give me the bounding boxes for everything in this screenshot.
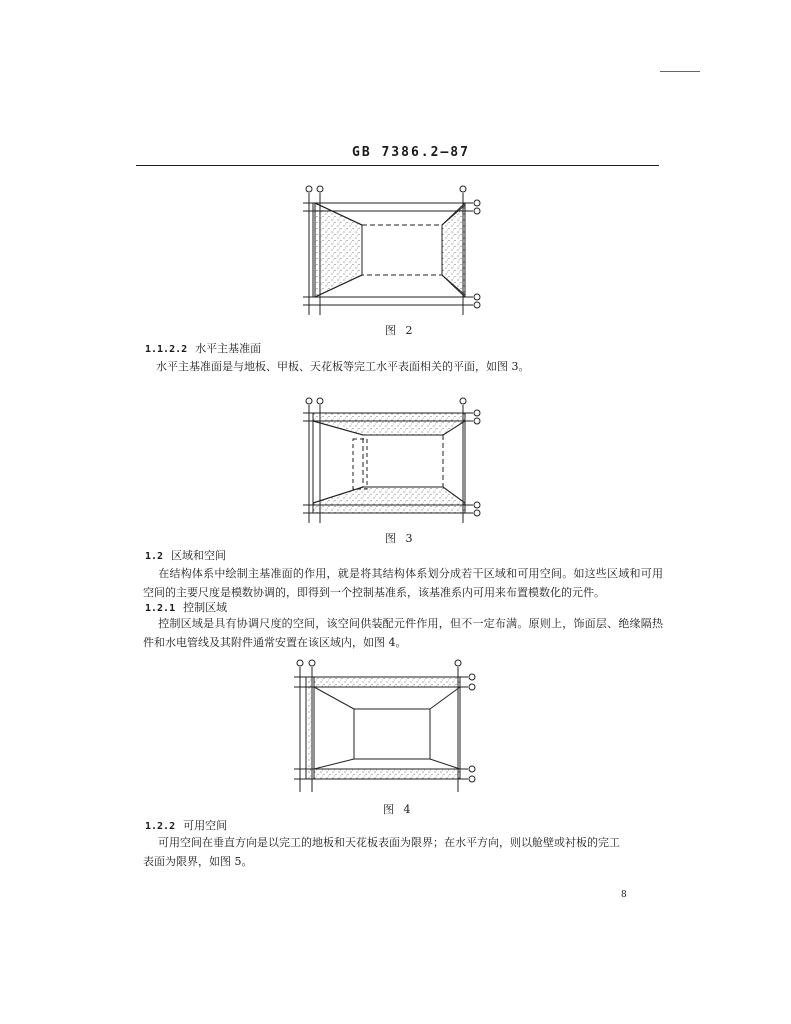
reference-circle [469,684,475,690]
reference-circle [474,200,480,206]
paragraph-text: 水平主基准面是与地板、甲板、天花板等完工水平表面相关的平面，如图 3。 [156,360,530,373]
figure-4-caption: 图 4 [383,803,414,816]
section-1-1-2-2-heading [145,340,261,356]
figure-2-diagram [295,183,495,323]
figure-4-diagram [290,657,490,797]
reference-circle [306,186,312,192]
reference-circle [474,502,480,508]
reference-circle [460,398,466,404]
ceiling-control-zone [306,677,460,687]
wall-control-zone [306,677,314,779]
section-number: 1.2.2 [145,821,176,832]
section-title: 区域和空间 [171,549,227,562]
section-1-2-heading [145,547,226,563]
section-number: 1.2 [145,551,164,562]
page-number: 8 [621,890,627,900]
paragraph-zones-and-spaces [143,564,663,602]
ceiling-zone [313,413,465,435]
reference-circle [469,674,475,680]
right-wall-zone [442,205,465,295]
corner-line [314,759,354,769]
reference-circle [474,302,480,308]
reference-circle [460,186,466,192]
figure-2-caption: 图 2 [385,324,416,337]
reference-circle [317,186,323,192]
floor-zone [313,487,465,513]
reference-circle [474,410,480,416]
floor-control-zone [306,769,460,779]
corner-line [430,687,460,709]
paragraph-text: 可用空间在垂直方向是以完工的地板和天花板表面为限界；在水平方向，则以舱壁或衬板的完工 [158,836,620,849]
section-number: 1.1.2.2 [145,344,188,355]
section-title: 控制区域 [183,601,228,614]
section-1-2-2-heading [145,817,227,833]
section-title: 水平主基准面 [195,342,262,355]
paragraph-text: 控制区域是具有协调尺度的空间，该空间供装配元件作用，但不一定布满。原则上，饰面层、绝缘隔热件和水电管线及其附件通常安置在该区域内，如图 4。 [143,617,663,649]
figure-3-caption: 图 3 [385,532,416,545]
reference-circle [474,418,480,424]
paragraph-horizontal-plane [156,357,576,376]
reference-circle [469,766,475,772]
left-wall-zone [315,203,362,297]
inner-dashed-plane [353,439,367,489]
standard-number-header: GB 7386.2—87 [352,145,470,160]
header-rule [136,165,659,166]
figure-3-diagram [295,395,495,530]
reference-circle [297,660,303,666]
paragraph-usable-space [143,833,663,871]
outer-frame [306,677,460,779]
reference-circle [474,294,480,300]
section-number: 1.2.1 [145,603,176,614]
inner-dashed-plane [363,435,443,487]
corner-line [430,759,460,769]
paragraph-text: 在结构体系中绘制主基准面的作用，就是将其结构体系划分成若干区域和可用空间。如这些区域和可用空间的主要尺度是模数协调的，即得到一个控制基准系，该基准系内可用来布置模数化的元件。 [143,567,663,599]
reference-circle [309,660,315,666]
reference-circle [474,208,480,214]
reference-circle [306,398,312,404]
paragraph-text: 表面为限界，如图 5。 [143,855,253,868]
corner-line [314,687,354,709]
section-title: 可用空间 [183,819,228,832]
reference-circle [469,776,475,782]
section-1-2-1-heading [145,599,227,615]
reference-circle [474,510,480,516]
inner-dashed-plane [362,225,442,275]
inner-usable-space [354,709,430,759]
reference-circle [317,398,323,404]
corner-mark [660,71,700,72]
reference-circle [455,660,461,666]
paragraph-control-zone [143,614,663,652]
